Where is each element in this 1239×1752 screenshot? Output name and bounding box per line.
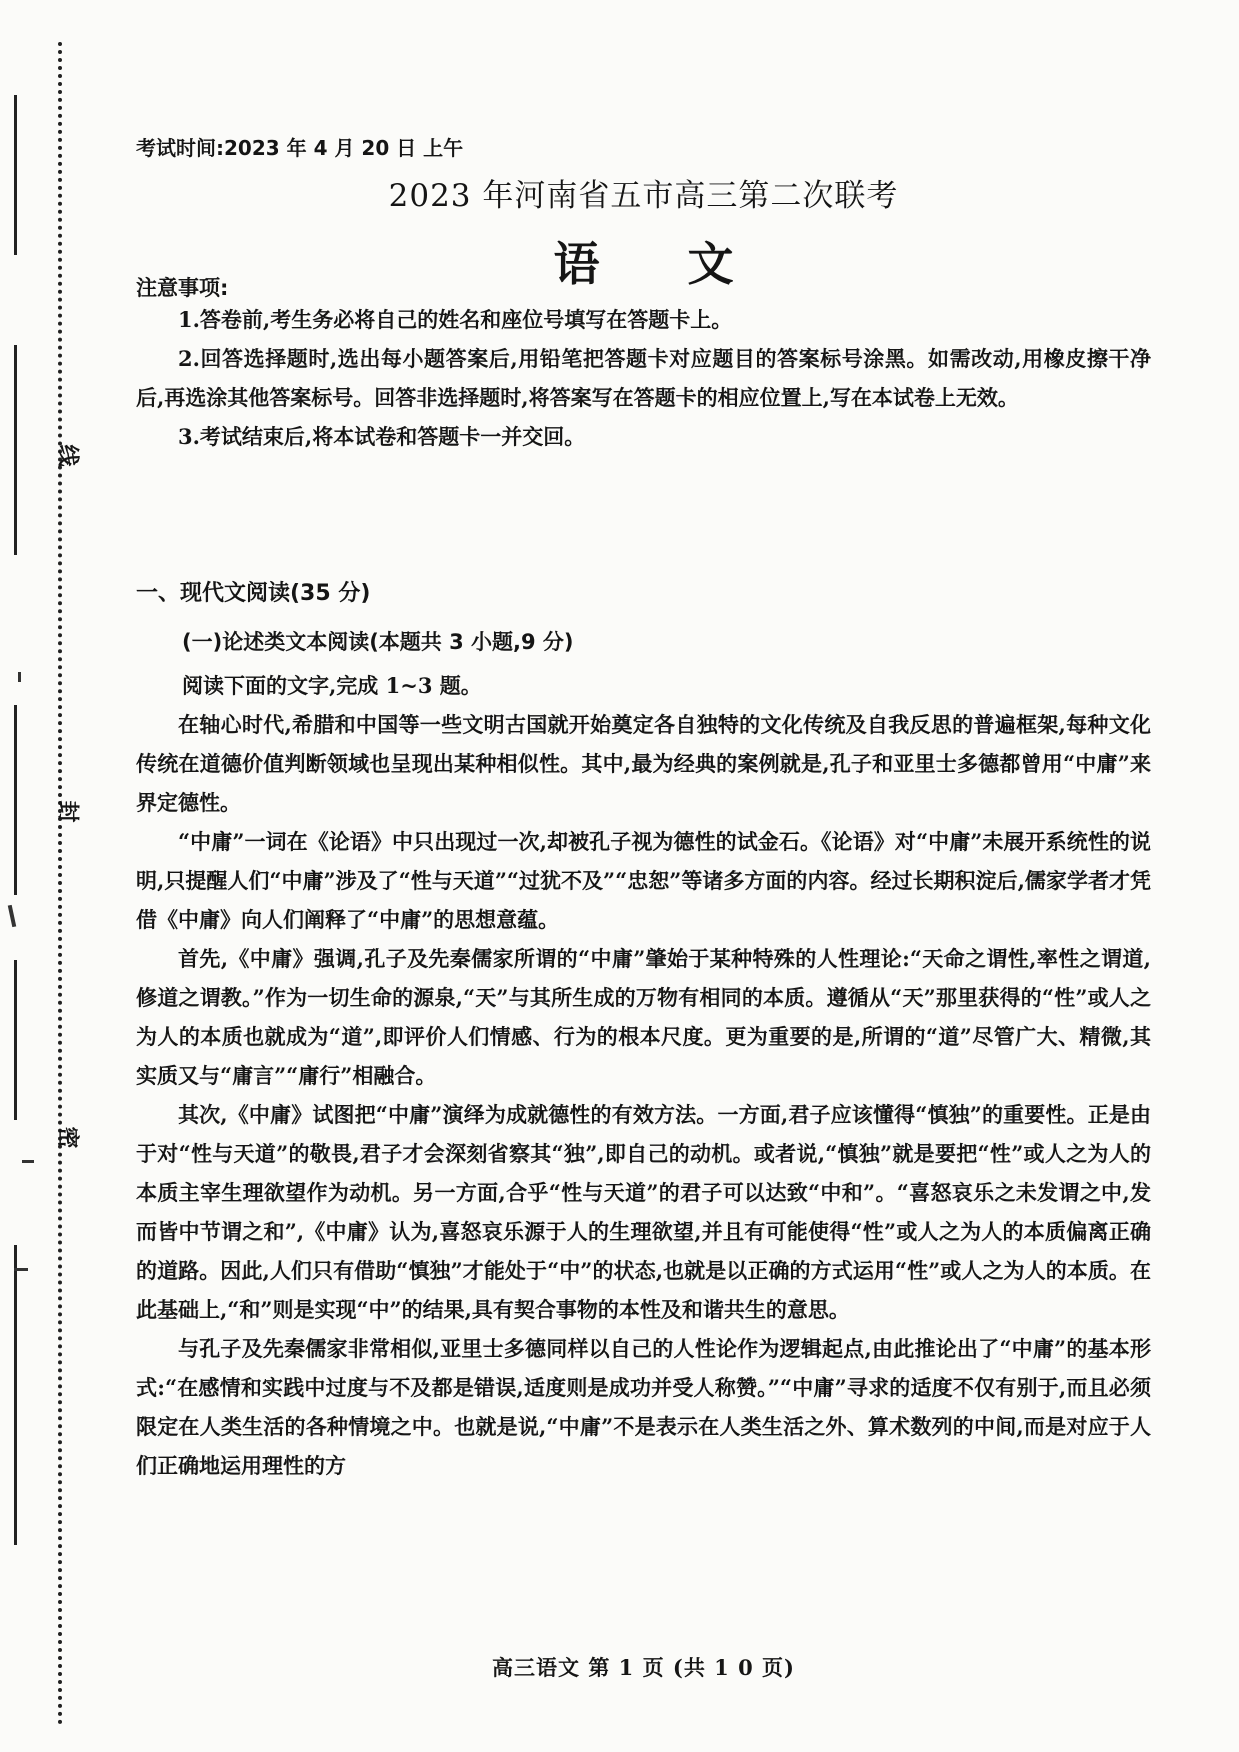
subject-char-left: 语: [553, 237, 600, 291]
page-footer: 高三语文 第 1 页 (共 1 0 页): [492, 1655, 795, 1680]
notice-list: [136, 300, 1151, 456]
binding-dotted-line: [58, 42, 62, 1726]
margin-mark: [14, 1268, 28, 1271]
margin-mark: [18, 672, 21, 682]
subject-char-right: 文: [687, 237, 734, 291]
margin-rule: [14, 95, 17, 255]
notice-item: 2.回答选择题时,选出每小题答案后,用铅笔把答题卡对应题目的答案标号涂黑。如需改动,用橡皮擦干净后,再选涂其他答案标号。回答非选择题时,将答案写在答题卡的相应位置上,写在本试卷上无效。: [136, 346, 1151, 410]
notice-item: 3.考试结束后,将本试卷和答题卡一并交回。: [178, 424, 586, 449]
margin-mark: [22, 1160, 34, 1163]
passage-paragraph: 首先,《中庸》强调,孔子及先秦儒家所谓的“中庸”肇始于某种特殊的人性理论:“天命之谓性,率性之谓道,修道之谓教。”作为一切生命的源泉,“天”与其所生成的万物有相同的本质。遵循从“天”那里获得的“性”或人之为人的本质也就成为“道”,即评价人们情感、行为的根本尺度。更为重要的是,所谓的“道”尽管广大、精微,其实质又与“庸言”“庸行”相融合。: [136, 946, 1151, 1088]
passage-paragraph: 在轴心时代,希腊和中国等一些文明古国就开始奠定各自独特的文化传统及自我反思的普遍框架,每种文化传统在道德价值判断领域也呈现出某种相似性。其中,最为经典的案例就是,孔子和亚里士多德都曾用“中庸”来界定德性。: [136, 712, 1151, 815]
margin-rule: [14, 1245, 17, 1545]
passage-paragraph: 与孔子及先秦儒家非常相似,亚里士多德同样以自己的人性论作为逻辑起点,由此推论出了“中庸”的基本形式:“在感情和实践中过度与不及都是错误,适度则是成功并受人称赞。”“中庸”寻求的适度不仅有别于,而且必须限定在人类生活的各种情境之中。也就是说,“中庸”不是表示在人类生活之外、算术数列的中间,而是对应于人们正确地运用理性的方: [136, 1336, 1151, 1478]
exam-title: 2023 年河南省五市高三第二次联考: [388, 178, 899, 214]
subsection-heading: (一)论述类文本阅读(本题共 3 小题,9 分): [182, 630, 574, 654]
margin-rule: [14, 960, 17, 1120]
margin-seal-char: 封: [54, 800, 80, 823]
passage-paragraph: “中庸”一词在《论语》中只出现过一次,却被孔子视为德性的试金石。《论语》对“中庸”未展开系统性的说明,只提醒人们“中庸”涉及了“性与天道”“过犹不及”“忠恕”等诸多方面的内容。经过长期积淀后,儒家学者才凭借《中庸》向人们阐释了“中庸”的思想意蕴。: [136, 829, 1151, 932]
exam-time: 考试时间:2023 年 4 月 20 日 上午: [136, 136, 464, 160]
notice-item: 1.答卷前,考生务必将自己的姓名和座位号填写在答题卡上。: [178, 307, 733, 332]
margin-secret-char: 密: [54, 1126, 80, 1149]
margin-rule: [14, 705, 17, 895]
subject-title: [136, 228, 1151, 294]
passage-paragraph: 其次,《中庸》试图把“中庸”演绎为成就德性的有效方法。一方面,君子应该懂得“慎独”的重要性。正是由于对“性与天道”的敬畏,君子才会深刻省察其“独”,即自己的动机。或者说,“慎独”就是要把“性”或人之为人的本质主宰生理欲望作为动机。另一方面,合乎“性与天道”的君子可以达致“中和”。“喜怒哀乐之未发谓之中,发而皆中节谓之和”,《中庸》认为,喜怒哀乐源于人的生理欲望,并且有可能使得“性”或人之为人的本质偏离正确的道路。因此,人们只有借助“慎独”才能处于“中”的状态,也就是以正确的方式运用“性”或人之为人的本质。在此基础上,“和”则是实现“中”的结果,具有契合事物的本性及和谐共生的意思。: [136, 1102, 1151, 1322]
passage: [136, 705, 1151, 1485]
reading-instruction: 阅读下面的文字,完成 1~3 题。: [182, 673, 482, 698]
section-heading: 一、现代文阅读(35 分): [136, 581, 371, 606]
notice-heading: 注意事项:: [136, 276, 229, 300]
margin-mark: [8, 905, 16, 927]
margin-line-char: 线: [54, 444, 80, 467]
margin-rule: [14, 345, 17, 555]
